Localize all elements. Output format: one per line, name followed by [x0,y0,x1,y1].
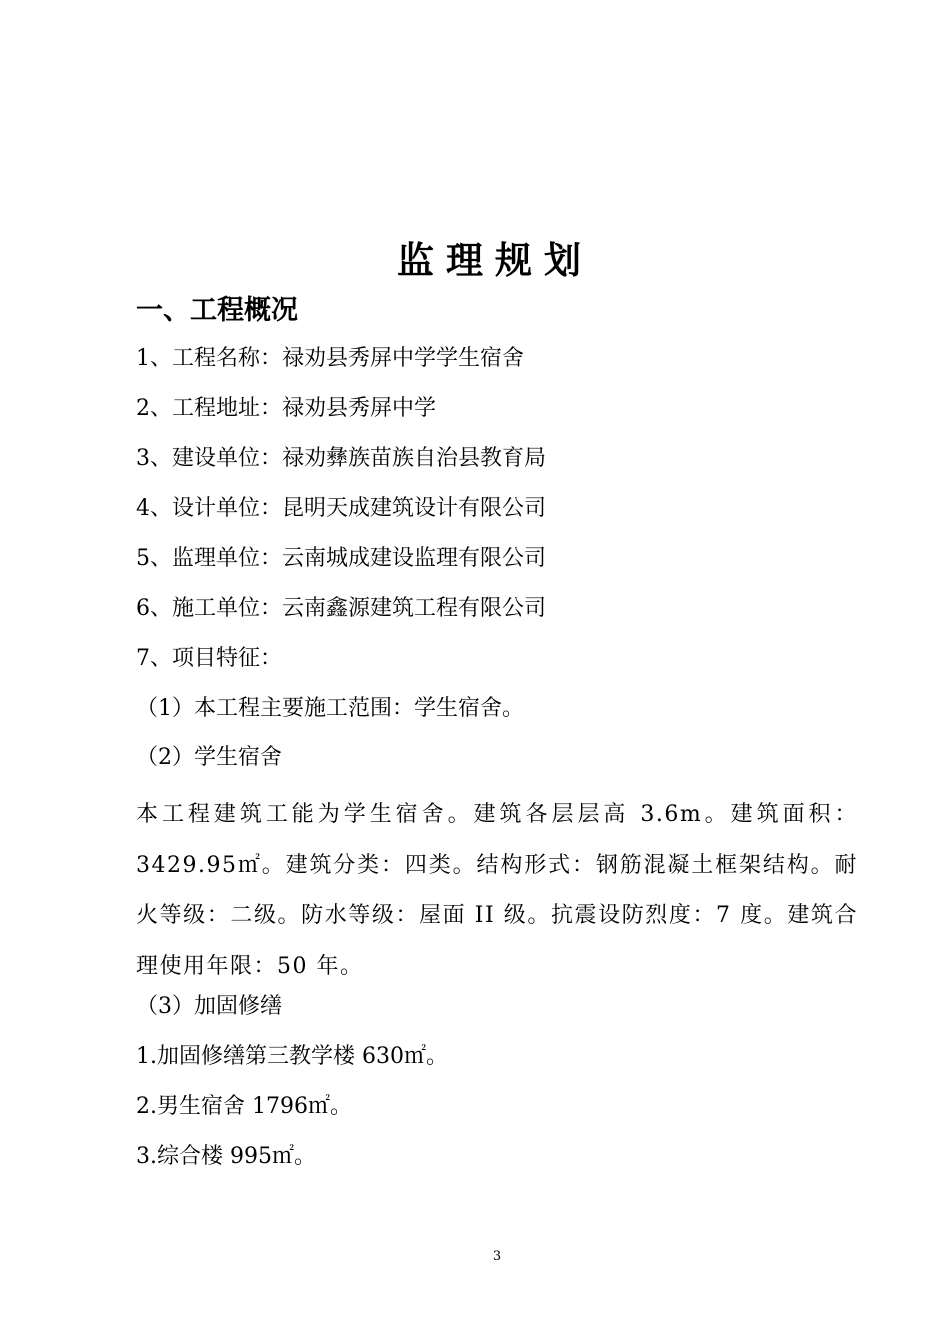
item-supervision-unit: 5、监理单位：云南城成建设监理有限公司 [136,546,546,571]
page-number: 3 [492,1249,502,1264]
item-construction-unit: 6、施工单位：云南鑫源建筑工程有限公司 [136,596,546,621]
item-project-address: 2、工程地址：禄劝县秀屏中学 [136,396,436,421]
reinforcement-item-teaching-building: 1.加固修缮第三教学楼 630㎡。 [136,1044,448,1069]
reinforcement-item-complex-building: 3.综合楼 995㎡。 [136,1144,316,1169]
item-owner-unit: 3、建设单位：禄劝彝族苗族自治县教育局 [136,446,546,471]
sub-item-construction-scope: （1）本工程主要施工范围：学生宿舍。 [136,696,524,721]
item-design-unit: 4、设计单位：昆明天成建筑设计有限公司 [136,496,546,521]
reinforcement-item-boys-dormitory: 2.男生宿舍 1796㎡。 [136,1094,352,1119]
sub-item-dormitory: （2）学生宿舍 [136,745,282,770]
page-title: 监理规划 [397,239,593,282]
item-project-features: 7、项目特征： [136,646,282,671]
sub-item-reinforcement: （3）加固修缮 [136,994,282,1019]
item-project-name: 1、工程名称：禄劝县秀屏中学学生宿舍 [136,346,524,371]
section-heading-project-overview: 一、工程概况 [136,295,298,326]
dormitory-description-paragraph: 本工程建筑工能为学生宿舍。建筑各层层高 3.6m。建筑面积：3429.95㎡。建筑分类：四类。结构形式：钢筋混凝土框架结构。耐火等级：二级。防水等级：屋面 II 级。抗震设防烈度：7 度。建筑合理使用年限：50 年。 [136,802,858,979]
